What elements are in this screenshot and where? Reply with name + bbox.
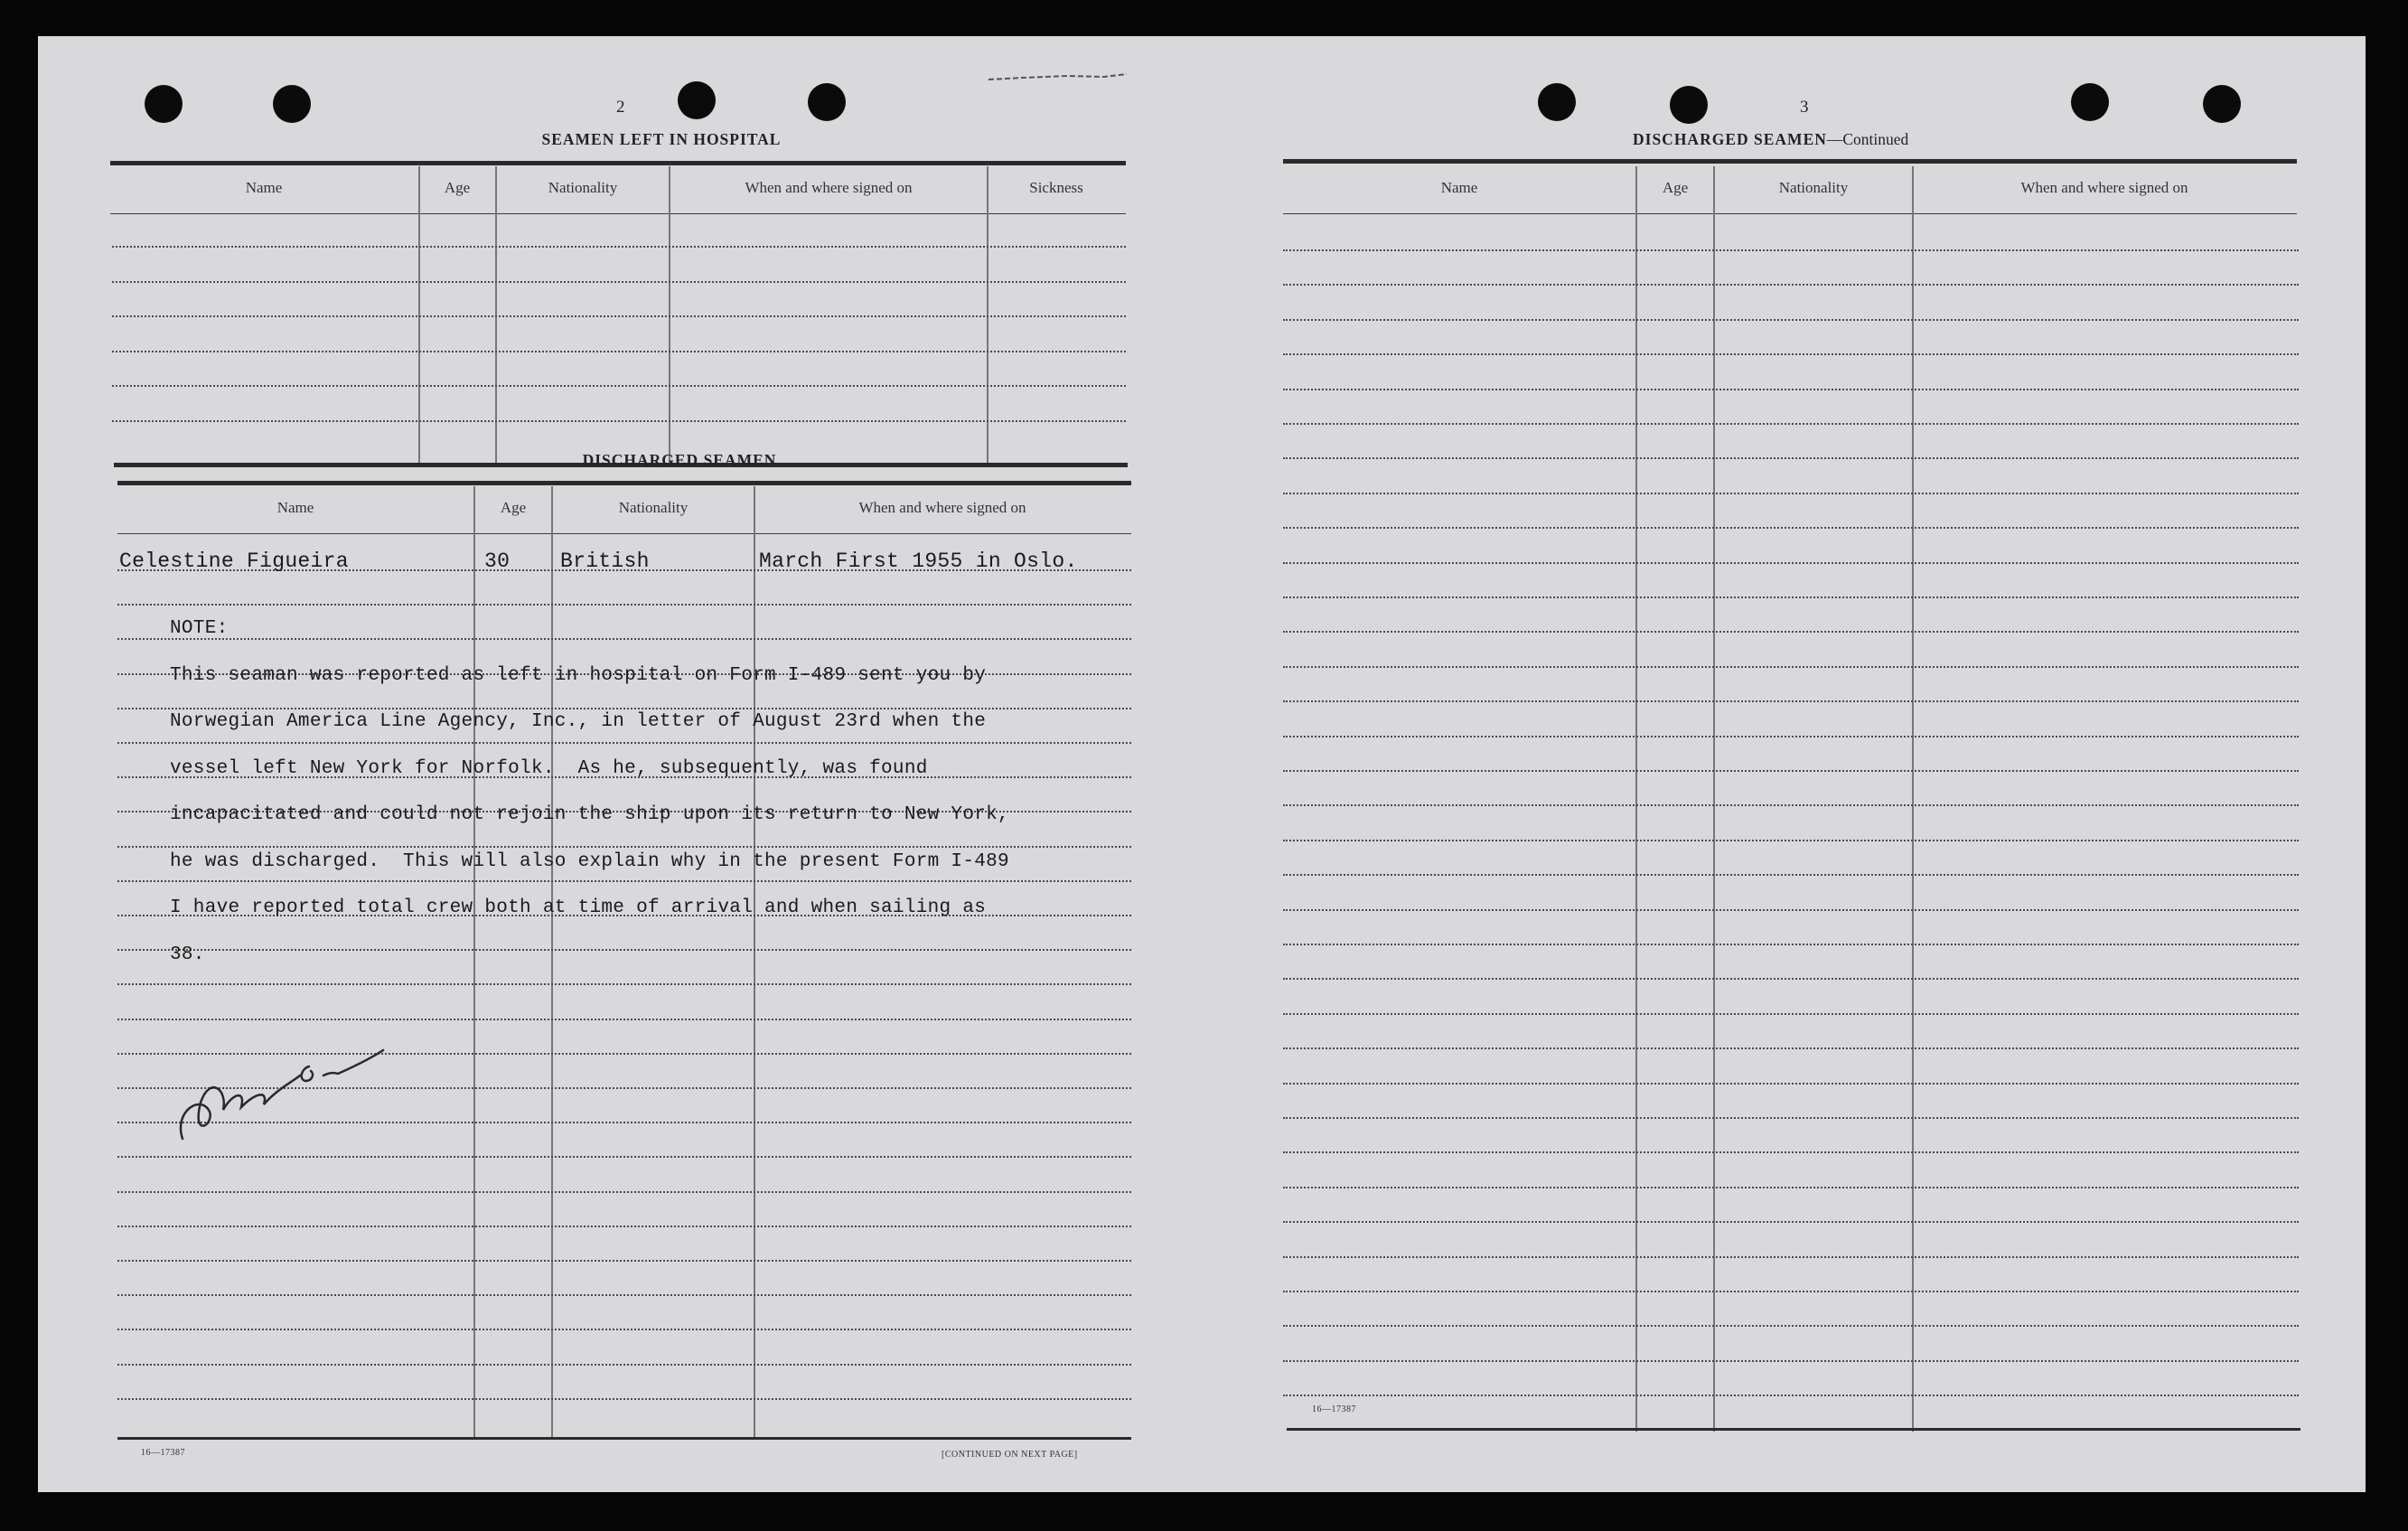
column-divider	[1912, 166, 1914, 1432]
section-rule	[1283, 159, 2297, 164]
ruled-line	[1283, 1187, 2299, 1188]
punch-hole	[1538, 83, 1576, 121]
stray-mark	[987, 69, 1131, 87]
column-header-age: Age	[444, 179, 471, 196]
ruled-line	[1283, 978, 2299, 980]
ruled-line	[112, 315, 1126, 317]
ruled-line	[1283, 353, 2299, 355]
ruled-line	[1283, 1325, 2299, 1327]
ruled-line	[117, 1294, 1131, 1296]
column-header-age: Age	[500, 499, 527, 516]
ruled-line	[1283, 389, 2299, 390]
column-header-sickness: Sickness	[1029, 179, 1083, 196]
ruled-line	[117, 604, 1131, 606]
ruled-line	[1283, 319, 2299, 321]
ruled-line	[1283, 527, 2299, 529]
page-number: 2	[616, 98, 625, 117]
note-line: incapacitated and could not rejoin the ship upon its return to New York,	[170, 804, 1009, 825]
ruled-line	[1283, 944, 2299, 945]
ruled-line	[1283, 457, 2299, 459]
column-header-signed-on: When and where signed on	[2020, 179, 2188, 196]
ruled-line	[1283, 1151, 2299, 1153]
column-header-name: Name	[245, 179, 283, 196]
seaman-age: 30	[484, 549, 511, 573]
ruled-line	[1283, 596, 2299, 598]
ruled-line	[112, 351, 1126, 352]
ruled-line	[1283, 909, 2299, 911]
header-rule	[110, 213, 1126, 214]
page-number: 3	[1800, 98, 1809, 117]
column-header-signed-on: When and where signed on	[745, 179, 913, 196]
bottom-rule	[117, 1437, 1131, 1440]
ruled-line	[1283, 1256, 2299, 1258]
header-rule	[1283, 213, 2297, 214]
punch-hole	[145, 85, 183, 123]
column-divider	[1713, 166, 1715, 1432]
ruled-line	[1283, 284, 2299, 286]
section-rule	[110, 161, 1126, 165]
note-line: he was discharged. This will also explain why in the present Form I-489	[170, 851, 1009, 872]
form-number: 16—17387	[141, 1448, 185, 1458]
right-section-title	[1633, 130, 1908, 149]
column-header-nationality: Nationality	[618, 499, 689, 516]
right-title-main: DISCHARGED SEAMEN	[1633, 130, 1827, 148]
note-line: Norwegian America Line Agency, Inc., in letter of August 23rd when the	[170, 711, 987, 732]
ruled-line	[117, 1398, 1131, 1400]
ruled-line	[117, 1191, 1131, 1193]
continued-note: [CONTINUED ON NEXT PAGE]	[942, 1450, 1078, 1460]
punch-hole	[808, 83, 846, 121]
ruled-line	[1283, 493, 2299, 494]
ruled-line	[1283, 1083, 2299, 1085]
ruled-line	[1283, 562, 2299, 564]
column-header-age: Age	[1662, 179, 1689, 196]
ruled-line	[1283, 804, 2299, 806]
punch-hole	[2071, 83, 2109, 121]
punch-hole	[2203, 85, 2241, 123]
ruled-line	[1283, 874, 2299, 876]
column-header-signed-on: When and where signed on	[858, 499, 1026, 516]
right-title-suffix: —Continued	[1826, 130, 1909, 148]
bottom-rule	[1287, 1428, 2300, 1431]
handwritten-signature	[146, 1003, 399, 1157]
ruled-line	[117, 742, 1131, 744]
ruled-line	[1283, 840, 2299, 841]
note-line: I have reported total crew both at time of arrival and when sailing as	[170, 897, 987, 918]
ruled-line	[1283, 1360, 2299, 1362]
punch-hole	[678, 81, 716, 119]
ruled-line	[117, 638, 1131, 640]
ruled-line	[1283, 1291, 2299, 1292]
ruled-line	[117, 1260, 1131, 1262]
punch-hole	[1670, 86, 1708, 124]
ruled-line	[112, 281, 1126, 283]
ruled-line	[1283, 1221, 2299, 1223]
ruled-line	[117, 983, 1131, 985]
ruled-line	[1283, 249, 2299, 251]
section-rule	[117, 481, 1131, 485]
hospital-section-title: SEAMEN LEFT IN HOSPITAL	[541, 130, 782, 148]
ruled-line	[1283, 700, 2299, 702]
note-line: 38.	[170, 944, 205, 965]
ruled-line	[117, 949, 1131, 951]
ruled-line	[1283, 666, 2299, 668]
ruled-line	[112, 385, 1126, 387]
ruled-line	[1283, 423, 2299, 425]
seaman-nationality: British	[560, 549, 650, 573]
ruled-line	[1283, 1013, 2299, 1015]
column-header-nationality: Nationality	[1778, 179, 1849, 196]
ruled-line	[1283, 631, 2299, 633]
note-line: This seaman was reported as left in hospital on Form I-489 sent you by	[170, 665, 987, 686]
punch-hole	[273, 85, 311, 123]
ruled-line	[1283, 736, 2299, 737]
header-rule	[117, 533, 1131, 534]
form-number: 16—17387	[1312, 1404, 1356, 1414]
scanned-document	[38, 36, 2366, 1492]
ruled-line	[112, 420, 1126, 422]
note-line: vessel left New York for Norfolk. As he, subsequently, was found	[170, 758, 928, 779]
seaman-signed-on: March First 1955 in Oslo.	[759, 549, 1078, 573]
ruled-line	[117, 708, 1131, 709]
ruled-line	[1283, 1395, 2299, 1396]
seaman-name: Celestine Figueira	[119, 549, 349, 573]
column-divider	[1635, 166, 1637, 1432]
ruled-line	[1283, 1047, 2299, 1049]
ruled-line	[1283, 1117, 2299, 1119]
column-header-name: Name	[276, 499, 314, 516]
ruled-line	[117, 846, 1131, 848]
ruled-line	[117, 1329, 1131, 1330]
column-header-nationality: Nationality	[548, 179, 618, 196]
column-header-name: Name	[1440, 179, 1478, 196]
ruled-line	[117, 1364, 1131, 1366]
ruled-line	[117, 880, 1131, 882]
note-label: NOTE:	[170, 618, 229, 639]
ruled-line	[1283, 770, 2299, 772]
discharged-section-title: DISCHARGED SEAMEN	[582, 451, 777, 469]
ruled-line	[117, 1226, 1131, 1227]
ruled-line	[112, 246, 1126, 248]
